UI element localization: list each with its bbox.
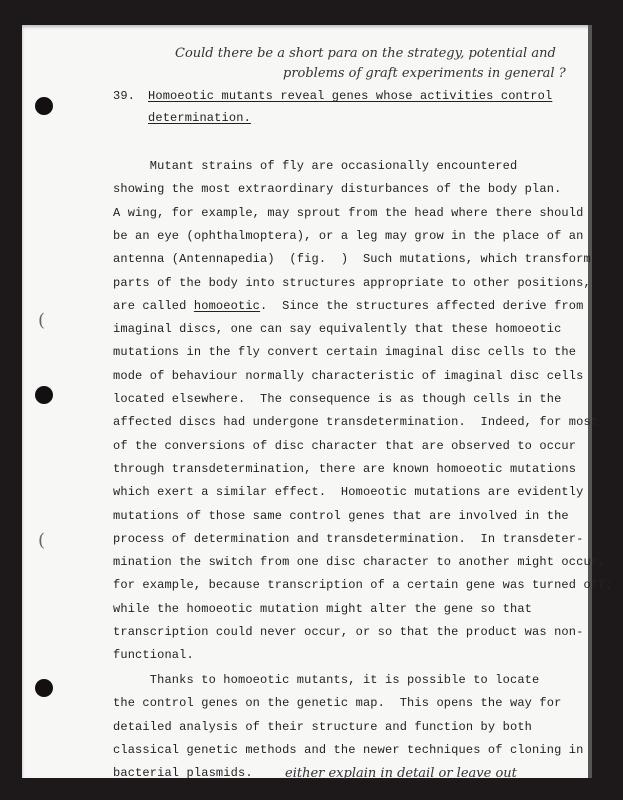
text-line: affected discs had undergone transdetermination. Indeed, for most	[113, 415, 599, 430]
section-title: determination.	[148, 111, 251, 125]
text-line: for example, because transcription of a certain gene was turned off;	[113, 578, 613, 593]
text-line: classical genetic methods and the newer techniques of cloning in	[113, 742, 584, 757]
punch-hole	[35, 97, 53, 115]
text-line: through transdetermination, there are known homoeotic mutations	[113, 461, 577, 476]
text-line: mode of behaviour normally characteristic of imaginal disc cells	[113, 368, 584, 383]
text-line: Mutant strains of fly are occasionally encountered	[113, 159, 518, 173]
page-edge	[588, 25, 592, 778]
section-number: 39.	[113, 89, 136, 103]
text-line: bacterial plasmids.	[113, 766, 253, 781]
text-line: detailed analysis of their structure and function by both	[113, 719, 533, 734]
handwritten-note: problems of graft experiments in general ?	[283, 66, 566, 81]
text-line: functional.	[113, 648, 194, 663]
text-line: antenna (Antennapedia) (fig. ) Such mutations, which transform	[113, 252, 591, 267]
text-line: parts of the body into structures appropriate to other positions,	[113, 275, 591, 290]
text-line: A wing, for example, may sprout from the head where there should	[113, 205, 584, 220]
text-line: mutations in the fly convert certain imaginal disc cells to the	[113, 345, 577, 360]
binder-mark: (	[38, 310, 46, 331]
text-line: process of determination and transdetermination. In transdeter-	[113, 531, 584, 546]
handwritten-note: either explain in detail or leave out	[285, 766, 517, 781]
text-line: mutations of those same control genes that are involved in the	[113, 508, 569, 523]
text-line: of the conversions of disc character that are observed to occur	[113, 438, 577, 453]
text-line: while the homoeotic mutation might alter the gene so that	[113, 601, 533, 616]
text-line: transcription could never occur, or so that the product was non-	[113, 625, 584, 639]
text-line: are called homoeotic. Since the structures affected derive from	[113, 298, 584, 313]
handwritten-note: Could there be a short para on the strategy, potential and	[175, 46, 556, 61]
text-line: the control genes on the genetic map. This opens the way for	[113, 696, 562, 711]
text-line: Thanks to homoeotic mutants, it is possible to locate	[113, 673, 540, 687]
text-line: be an eye (ophthalmoptera), or a leg may grow in the place of an	[113, 228, 584, 243]
punch-hole	[35, 386, 53, 404]
text-line: imaginal discs, one can say equivalently that these homoeotic	[113, 322, 562, 337]
binder-mark: (	[38, 530, 46, 551]
punch-hole	[35, 679, 53, 697]
text-line: mination the switch from one disc character to another might occur,	[113, 555, 606, 570]
text-line: which exert a similar effect. Homoeotic mutations are evidently	[113, 485, 584, 500]
text-line: showing the most extraordinary disturbances of the body plan.	[113, 182, 562, 197]
text-line: located elsewhere. The consequence is as though cells in the	[113, 392, 562, 406]
section-title: Homoeotic mutants reveal genes whose activities control	[148, 89, 553, 103]
